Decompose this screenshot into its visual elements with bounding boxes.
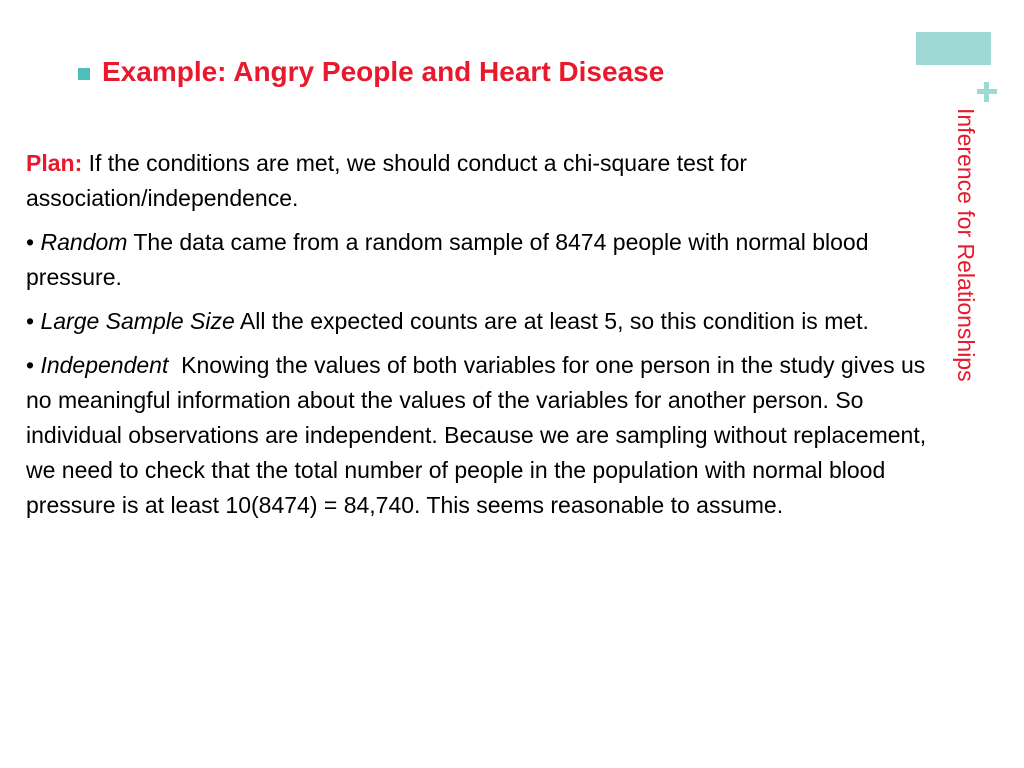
condition-term: Independent [40, 352, 169, 378]
bullet: • [26, 352, 41, 378]
plan-text: If the conditions are met, we should conduct a chi-square test for association/independence. [26, 150, 748, 211]
condition-independent [26, 348, 931, 523]
condition-term: Random [40, 229, 128, 255]
condition-large-sample-size [26, 304, 931, 339]
condition-text: The data came from a random sample of 8474 people with normal blood pressure. [26, 229, 869, 290]
side-title: Inference for Relationships [953, 108, 979, 382]
plus-icon [975, 80, 999, 104]
slide-heading [78, 52, 664, 92]
condition-text: All the expected counts are at least 5, so this condition is met. [234, 308, 869, 334]
plan-paragraph [26, 146, 931, 216]
bullet: • [26, 308, 41, 334]
body-text [26, 146, 931, 532]
condition-term: Large Sample Size [40, 308, 235, 334]
condition-random [26, 225, 931, 295]
heading-text: Example: Angry People and Heart Disease [102, 56, 665, 87]
bullet: • [26, 229, 41, 255]
accent-rectangle [916, 32, 991, 65]
condition-text: Knowing the values of both variables for one person in the study gives us no meaningful information about the values of the variables for another person. So individual observations are independent. Because we are sampling without replacement, we need to check that the total number of people in the population with normal blood pressure is at least 10(8474) = 84,740. This seems reasonable to assume. [26, 352, 933, 518]
square-bullet-icon [78, 68, 90, 80]
plan-label: Plan: [26, 150, 83, 176]
